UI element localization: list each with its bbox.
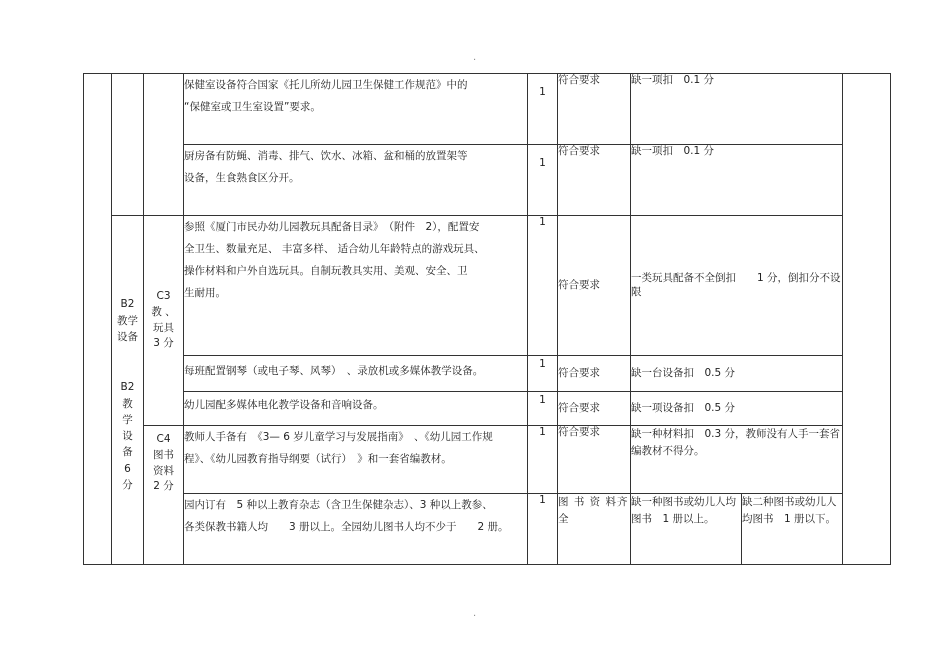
deduction-cell: 缺一项设备扣 0.5 分 (631, 392, 843, 426)
standard-cell: 符合要求 (558, 426, 631, 494)
score-cell: 1 (528, 392, 558, 426)
col-remark-blank (843, 74, 891, 565)
content-line: 操作材料和户外自选玩具。自制玩教具实用、美观、安全、卫 (184, 265, 468, 278)
content-line: 园内订有 5 种以上教育杂志（含卫生保健杂志）、3 种以上教参、 (184, 499, 493, 511)
score-cell: 1 (528, 356, 558, 392)
page-dot-top: . (473, 52, 477, 63)
table-row (84, 74, 891, 145)
deduction-cell: 缺一种材料扣 0.3 分，教师没有人手一套省编教材不得分。 (631, 426, 843, 494)
item-content (184, 356, 528, 392)
standard-cell: 符合要求 (558, 145, 631, 216)
category-b2-bottom: B2 教 学 设 备 6 分 (120, 381, 135, 491)
item-content (184, 426, 528, 494)
c4-label: C4 图书 资料 2 分 (144, 426, 184, 565)
score-cell: 1 (528, 145, 558, 216)
content-line: 各类保教书籍人均 3 册以上。全园幼儿图书人均不少于 2 册。 (184, 521, 509, 534)
score-cell: 1 (528, 74, 558, 145)
deduction-cell-2: 缺二种图书或幼儿人均图书 1 册以下。 (742, 494, 843, 565)
col-a-blank (84, 74, 112, 565)
page-dot-bottom: . (473, 608, 477, 619)
score-cell: 1 (528, 494, 558, 565)
item-content (184, 494, 528, 565)
deduction-cell: 缺一台设备扣 0.5 分 (631, 356, 843, 392)
score-cell: 1 (528, 216, 558, 356)
col-b-blank-top (112, 74, 144, 216)
standard-cell: 图 书 资 料齐全 (558, 494, 631, 565)
c3-label: C3 教 、 玩具 3 分 (144, 216, 184, 426)
item-content (184, 392, 528, 426)
evaluation-table (83, 73, 891, 565)
category-b2-top: B2 教学 设备 (117, 298, 138, 343)
content-line: 每班配置钢琴（或电子琴、风琴） 、录放机或多媒体教学设备。 (184, 365, 484, 377)
standard-cell: 符合要求 (558, 356, 631, 392)
content-line: 保健室设备符合国家《托儿所幼儿园卫生保健工作规范》中的 (184, 79, 468, 91)
item-content (184, 74, 528, 145)
col-c-blank-top (144, 74, 184, 216)
deduction-cell: 缺一项扣 0.1 分 (631, 145, 843, 216)
table-row (84, 216, 891, 356)
content-line: 教师人手备有 《3— 6 岁儿童学习与发展指南》 、《幼儿园工作规 (184, 431, 493, 443)
content-line: 参照《厦门市民办幼儿园教玩具配备目录》 （附件 2），配置安 (184, 221, 480, 233)
table-row (84, 145, 891, 216)
deduction-cell: 一类玩具配备不全倒扣 1 分，倒扣分不设限 (631, 216, 843, 356)
table-row (84, 494, 891, 565)
item-content (184, 145, 528, 216)
standard-cell: 符合要求 (558, 392, 631, 426)
content-line: 程》、《幼儿园教育指导纲要（试行） 》和一套省编教材。 (184, 453, 452, 466)
table-row (84, 392, 891, 426)
table-row (84, 356, 891, 392)
deduction-cell: 缺一种图书或幼儿人均图书 1 册以上。 (631, 494, 742, 565)
category-b2-label (112, 216, 144, 565)
standard-cell: 符合要求 (558, 216, 631, 356)
content-line: 生耐用。 (184, 287, 226, 300)
standard-cell: 符合要求 (558, 74, 631, 145)
content-line: 设备，生食熟食区分开。 (184, 172, 300, 185)
deduction-cell: 缺一项扣 0.1 分 (631, 74, 843, 145)
content-line: 幼儿园配多媒体电化教学设备和音响设备。 (184, 399, 384, 411)
content-line: “保健室或卫生室设置”要求。 (184, 101, 321, 114)
item-content (184, 216, 528, 356)
content-line: 厨房备有防蝇、消毒、排气、饮水、冰箱、盆和桶的放置架等 (184, 150, 468, 162)
table-row (84, 426, 891, 494)
content-line: 全卫生、数量充足、 丰富多样、 适合幼儿年龄特点的游戏玩具、 (184, 243, 485, 256)
score-cell: 1 (528, 426, 558, 494)
